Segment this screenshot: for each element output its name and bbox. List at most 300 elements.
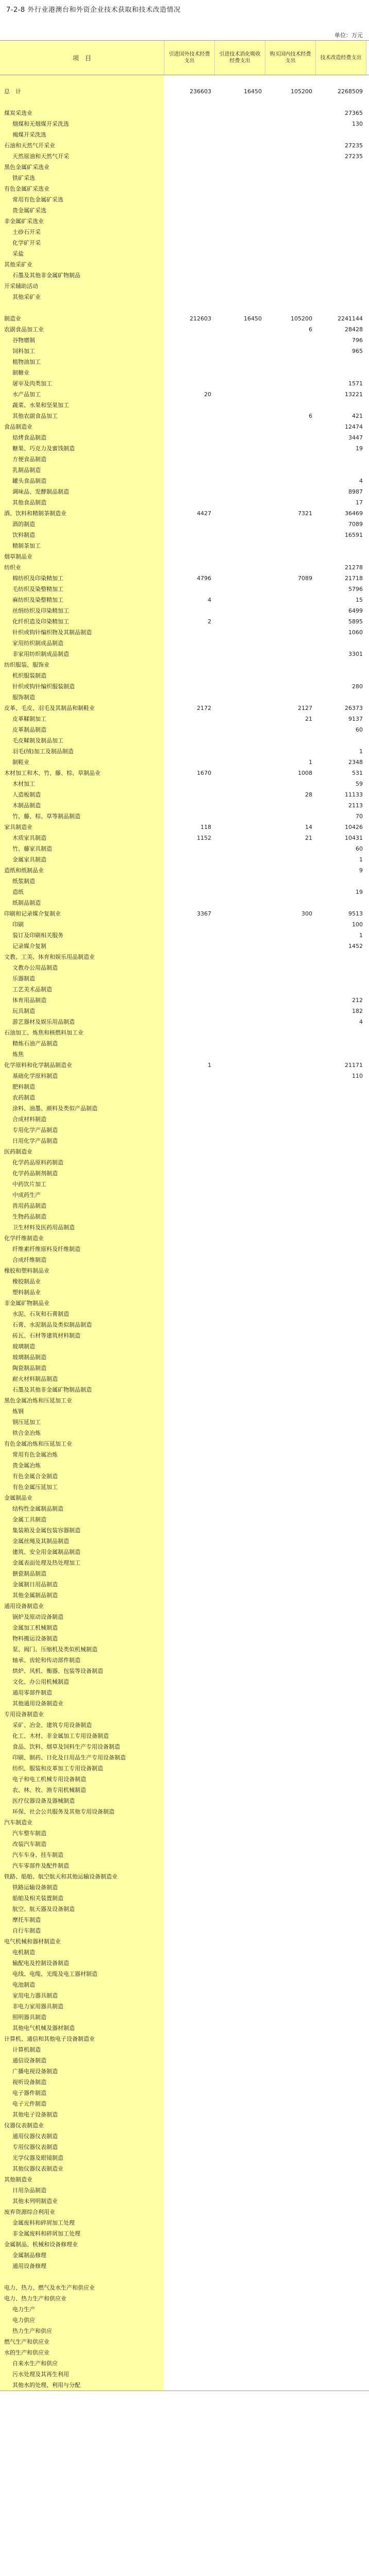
row-value-col-1 [164,2044,214,2055]
row-value-col-1 [164,2023,214,2033]
row-value-col-3 [265,118,315,129]
row-value-col-1 [164,681,214,692]
row-label: 皮革鞣制加工 [0,714,164,724]
table-row [0,1438,369,1449]
table-row [0,1200,369,1211]
row-label: 针织或钩针编织物及其制品制造 [0,627,164,638]
table-row [0,1828,369,1839]
row-value-col-1 [164,497,214,508]
row-label: 陶瓷制品制造 [0,1363,164,1374]
row-label: 化学纤维制造业 [0,1233,164,1244]
row-value-col-3 [265,1168,315,1179]
row-value-col-3 [265,357,315,367]
row-value-col-1 [164,530,214,540]
table-row [0,1395,369,1406]
row-label: 黑色金属冶炼和压延加工业 [0,1395,164,1406]
table-title: 7-2-8 外行业港澳台和外资企业技术获取和技术改造情况 [6,6,181,14]
row-value-col-1 [164,1763,214,1774]
row-value-col-3 [265,2293,315,2304]
row-label: 人造板制造 [0,789,164,800]
row-value-col-2 [214,573,265,584]
table-row [0,2131,369,2142]
row-value-col-1 [164,129,214,140]
row-value-col-3: 14 [305,824,312,831]
table-row [0,2358,369,2369]
row-value-col-4 [315,1460,366,1471]
row-value-col-1 [164,1969,214,1979]
row-value-col-4 [315,638,366,649]
row-label: 结构性金属制品制造 [0,1503,164,1514]
row-value-col-3 [265,1374,315,1384]
row-value-col-2 [214,595,265,605]
row-label: 基础化学原料制造 [0,1071,164,1081]
table-row [0,205,369,216]
row-value-col-1 [164,2326,214,2336]
table-row [0,1731,369,1741]
row-value-col-3 [265,2055,315,2066]
row-value-col-3 [265,2239,315,2250]
row-value-col-4 [315,2098,366,2109]
row-value-col-4 [315,2131,366,2142]
row-value-col-2 [214,1374,265,1384]
row-value-col-2 [214,378,265,389]
row-value-col-3 [265,1255,315,1265]
row-value-col-4 [315,357,366,367]
row-value-col-3 [265,1622,315,1633]
row-value-col-4 [315,2347,366,2358]
row-label: 中成药生产 [0,1190,164,1200]
row-value-col-3 [265,1265,315,1276]
row-value-col-4: 27235 [345,142,363,149]
row-label: 玻璃制品制造 [0,1352,164,1363]
row-value-col-1 [164,1914,214,1925]
table-row [0,540,369,551]
table-row [0,1146,369,1157]
row-label: 锅炉及原动设备制造 [0,1612,164,1622]
row-value-col-4 [315,1893,366,1904]
row-value-col-3 [265,292,315,302]
table-row [0,1676,369,1687]
row-value-col-2 [214,2044,265,2055]
table-row [0,1601,369,1612]
table-row [0,292,369,302]
table-row [0,789,369,800]
row-value-col-2 [214,768,265,778]
row-value-col-2 [214,1309,265,1319]
table-row [0,2293,369,2304]
table-row [0,183,369,194]
row-label: 针织或钩针编织服装制造 [0,681,164,692]
table-row [0,1016,369,1027]
row-value-col-4: 7089 [348,521,363,528]
row-value-col-4 [315,1503,366,1514]
row-value-col-4 [315,2185,366,2196]
row-value-col-2 [214,1969,265,1979]
row-value-col-3 [265,843,315,854]
table-row [0,833,369,843]
row-value-col-3 [265,649,315,659]
row-value-col-2 [214,2228,265,2239]
row-value-col-1 [164,2109,214,2120]
row-label: 非金属矿物制品业 [0,1298,164,1309]
row-value-col-1 [164,2142,214,2153]
table-row [0,173,369,183]
row-label: 罐头食品制造 [0,476,164,486]
table-row [0,1125,369,1136]
row-value-col-3 [265,432,315,443]
row-value-col-4 [315,876,366,887]
row-value-col-1 [164,1601,214,1612]
row-label: 中药饮片加工 [0,1179,164,1190]
row-label: 植物油加工 [0,357,164,367]
table-row [0,367,369,378]
row-value-col-3 [265,919,315,930]
table-row [0,2369,369,2380]
row-value-col-2 [214,1157,265,1168]
row-value-col-3 [265,1774,315,1785]
row-value-col-1 [164,270,214,281]
row-value-col-1 [164,2196,214,2207]
row-value-col-2 [214,421,265,432]
row-value-col-4: 27235 [345,153,363,160]
table-row [0,1612,369,1622]
row-label: 化学药品制剂制造 [0,1168,164,1179]
row-value-col-1 [164,789,214,800]
row-value-col-2 [214,1850,265,1860]
row-label: 金属工具制造 [0,1514,164,1525]
row-value-col-3 [265,454,315,465]
row-value-col-4 [315,1146,366,1157]
row-value-col-1 [164,216,214,227]
table-row [0,2088,369,2098]
row-value-col-3 [265,1741,315,1752]
row-label: 饮料制造 [0,530,164,540]
row-value-col-1 [164,1774,214,1785]
row-label: 棉纺织及印染精加工 [0,573,164,584]
table-row [0,1687,369,1698]
row-value-col-2 [214,551,265,562]
row-label: 电子器件制造 [0,2088,164,2098]
row-value-col-1 [164,1233,214,1244]
row-value-col-1 [164,1352,214,1363]
row-value-col-1 [164,367,214,378]
table-row [0,1460,369,1471]
table-row [0,2261,369,2272]
row-value-col-3 [265,811,315,822]
table-row [0,865,369,876]
row-value-col-3 [265,1525,315,1536]
table-row [0,1233,369,1244]
row-value-col-3 [265,2109,315,2120]
row-value-col-3 [265,941,315,952]
row-value-col-2 [214,281,265,292]
row-value-col-1 [164,1038,214,1049]
row-value-col-3 [265,1806,315,1817]
row-value-col-1: 4 [208,597,211,603]
row-value-col-4 [315,1687,366,1698]
row-value-col-2 [214,1828,265,1839]
table-row [0,1482,369,1493]
row-value-col-3 [265,530,315,540]
row-value-col-4 [315,194,366,205]
row-value-col-3 [265,1146,315,1157]
table-row [0,551,369,562]
row-label: 酒的制造 [0,519,164,530]
row-label: 工艺美术品制造 [0,984,164,995]
row-value-col-4: 280 [352,683,363,690]
row-value-col-4 [315,454,366,465]
row-value-col-3 [265,2001,315,2012]
table-row [0,681,369,692]
row-value-col-4 [315,1222,366,1233]
row-value-col-3 [265,1644,315,1655]
row-value-col-1 [164,227,214,238]
row-value-col-4 [315,1720,366,1731]
row-value-col-3 [265,1460,315,1471]
row-value-col-2 [214,714,265,724]
row-value-col-2 [214,2207,265,2217]
row-value-col-2 [214,2336,265,2347]
row-value-col-2 [214,2001,265,2012]
row-label: 其他仪器仪表制造业 [0,2163,164,2174]
table-row [0,1363,369,1374]
table-row [0,1222,369,1233]
row-value-col-1 [164,1806,214,1817]
row-label: 水产品加工 [0,389,164,400]
row-label [0,302,164,313]
row-label: 农药制造 [0,1092,164,1103]
row-label: 石油加工、炼焦和核燃料加工业 [0,1027,164,1038]
row-value-col-3 [265,2358,315,2369]
row-value-col-1 [164,205,214,216]
row-label: 铁合金冶炼 [0,1428,164,1438]
row-value-col-4 [315,692,366,703]
row-value-col-4 [315,1276,366,1287]
row-label: 屠宰及肉类加工 [0,378,164,389]
table-row [0,75,369,86]
row-value-col-2 [214,151,265,162]
row-value-col-3 [265,1406,315,1417]
row-value-col-3 [265,1330,315,1341]
row-value-col-4 [315,2207,366,2217]
row-label: 有色金属压延加工 [0,1482,164,1493]
table-row [0,757,369,768]
row-value-col-1 [164,1136,214,1146]
row-value-col-3: 21 [305,716,312,722]
table-row [0,2282,369,2293]
row-value-col-2 [214,2315,265,2326]
row-value-col-3 [265,2347,315,2358]
row-label: 非金属废料和碎屑加工处理 [0,2228,164,2239]
row-value-col-4 [315,952,366,962]
row-value-col-3 [265,1027,315,1038]
table-row [0,822,369,833]
row-value-col-4 [315,659,366,670]
row-value-col-3 [265,1092,315,1103]
row-value-col-2 [214,2142,265,2153]
row-value-col-3 [265,2098,315,2109]
row-value-col-1 [164,1049,214,1060]
row-value-col-1 [164,2217,214,2228]
row-label: 专用化学产品制造 [0,1125,164,1136]
row-value-col-1 [164,1579,214,1590]
row-value-col-3 [265,2131,315,2142]
row-value-col-1 [164,248,214,259]
row-value-col-1 [164,1795,214,1806]
table-row [0,1136,369,1146]
row-value-col-4: 15 [356,597,363,603]
table-row [0,1071,369,1081]
row-value-col-3 [265,1547,315,1557]
table-row [0,1709,369,1720]
row-label: 铁路、船舶、航空航天和其他运输设备制造业 [0,1871,164,1882]
row-value-col-2 [214,2066,265,2077]
row-value-col-1 [164,605,214,616]
row-value-col-3 [265,1568,315,1579]
row-value-col-3 [265,1157,315,1168]
row-label: 航空、航天器及设备制造 [0,1904,164,1914]
row-value-col-4 [315,2369,366,2380]
row-value-col-4 [315,1211,366,1222]
row-value-col-4 [315,2077,366,2088]
table-row [0,1666,369,1676]
row-value-col-4 [315,2282,366,2293]
row-value-col-2 [214,2380,265,2391]
row-value-col-3 [265,346,315,357]
row-value-col-3 [265,1601,315,1612]
row-value-col-2 [214,540,265,551]
row-value-col-1 [164,2131,214,2142]
row-label: 电气机械和器材制造业 [0,1936,164,1947]
row-value-col-4 [315,2088,366,2098]
table-row [0,843,369,854]
table-row [0,735,369,746]
row-value-col-1 [164,1666,214,1676]
row-value-col-4: 60 [356,845,363,852]
row-value-col-2 [214,465,265,476]
row-label: 丝绢纺织及印染精加工 [0,605,164,616]
row-value-col-2 [214,183,265,194]
row-value-col-1: 2 [208,618,211,625]
row-value-col-2 [214,1190,265,1200]
row-label: 蔬菜、水果和坚果加工 [0,400,164,411]
row-value-col-1 [164,919,214,930]
row-value-col-1 [164,118,214,129]
row-value-col-2 [214,1990,265,2001]
row-label: 羽毛(绒)加工及制品制造 [0,746,164,757]
row-value-col-3 [265,227,315,238]
row-label: 制鞋业 [0,757,164,768]
row-value-col-1 [164,1839,214,1850]
row-value-col-4: 2241144 [338,315,363,322]
table-row [0,1979,369,1990]
row-value-col-2 [214,1579,265,1590]
row-label: 贵金属矿采选 [0,205,164,216]
row-value-col-3 [265,584,315,595]
row-value-col-4 [315,1395,366,1406]
row-value-col-2 [214,1774,265,1785]
row-label: 家具制造业 [0,822,164,833]
row-value-col-3 [265,1536,315,1547]
row-value-col-1 [164,2261,214,2272]
row-value-col-3 [265,1655,315,1666]
table-row [0,86,369,97]
row-value-col-3 [265,1244,315,1255]
row-label [0,75,164,86]
row-label: 精炼石油产品制造 [0,1038,164,1049]
row-value-col-1 [164,1850,214,1860]
row-value-col-3 [265,2380,315,2391]
row-value-col-2 [214,2088,265,2098]
row-value-col-2 [214,789,265,800]
row-value-col-4 [315,735,366,746]
row-value-col-1 [164,724,214,735]
row-value-col-2 [214,216,265,227]
row-value-col-3 [265,1384,315,1395]
row-value-col-3 [265,605,315,616]
table-row [0,1027,369,1038]
row-value-col-1 [164,486,214,497]
row-value-col-3 [265,562,315,573]
row-value-col-2 [214,1752,265,1763]
table-row [0,1514,369,1525]
table-row [0,508,369,519]
row-value-col-2 [214,1016,265,1027]
row-value-col-2 [214,1060,265,1071]
row-value-col-1 [164,854,214,865]
row-label: 橡胶和塑料制品业 [0,1265,164,1276]
row-label: 糖果、巧克力及蜜饯制造 [0,443,164,454]
row-label: 电力生产 [0,2304,164,2315]
row-value-col-1 [164,2207,214,2217]
row-label: 制造业 [0,313,164,324]
table-row [0,1893,369,1904]
row-label: 天然原油和天然气开采 [0,151,164,162]
row-label: 化工、木材、非金属加工专用设备制造 [0,1731,164,1741]
row-value-col-2 [214,1006,265,1016]
row-value-col-1 [164,1114,214,1125]
row-value-col-3 [265,595,315,605]
row-label: 其他食品制造 [0,497,164,508]
row-value-col-2 [214,2153,265,2163]
row-value-col-4 [315,2380,366,2391]
row-value-col-4 [315,2001,366,2012]
row-label: 金属制品业 [0,1493,164,1503]
row-value-col-2 [214,1265,265,1276]
row-value-col-3 [265,2077,315,2088]
row-label: 砖瓦、石材等建筑材料制造 [0,1330,164,1341]
row-value-col-2 [214,1795,265,1806]
row-value-col-3 [265,2196,315,2207]
row-label: 乳制品制造 [0,465,164,476]
row-label: 化学原料和化学制品制造业 [0,1060,164,1071]
row-value-col-2 [214,995,265,1006]
row-value-col-1 [164,1622,214,1633]
row-value-col-4 [315,1547,366,1557]
row-label: 印刷 [0,919,164,930]
row-value-col-1 [164,1612,214,1622]
row-value-col-1 [164,1720,214,1731]
row-value-col-1 [164,2369,214,2380]
row-value-col-1 [164,2304,214,2315]
row-value-col-1 [164,173,214,183]
row-value-col-3 [265,1612,315,1622]
table-row [0,162,369,173]
row-value-col-4 [315,670,366,681]
row-value-col-1: 1152 [197,835,211,841]
row-value-col-1 [164,973,214,984]
row-label: 泵、阀门、压缩机及类似机械制造 [0,1644,164,1655]
